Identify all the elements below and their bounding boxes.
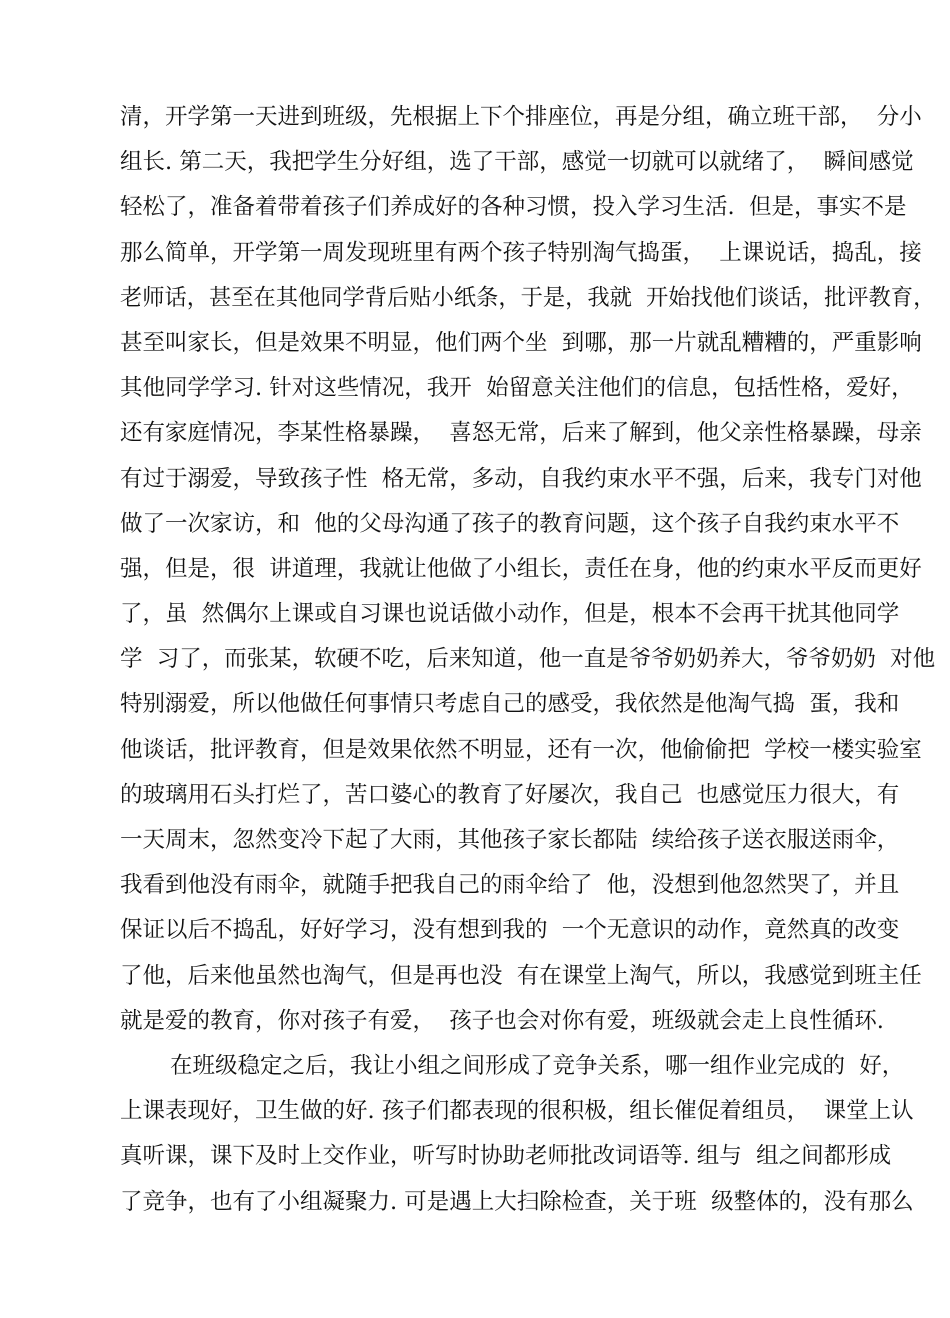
- text-line: 强，但是，很 讲道理，我就让他做了小组长，责任在身，他的约束水平反而更好: [120, 555, 922, 582]
- text-line: 特别溺爱，所以他做任何事情只考虑自己的感受，我依然是他淘气捣 蛋，我和: [120, 691, 900, 718]
- text-line: 一天周末，忽然变冷下起了大雨，其他孩子家长都陆 续给孩子送衣服送雨伞，: [120, 827, 900, 853]
- text-line: 就是爱的教育，你对孩子有爱， 孩子也会对你有爱，班级就会走上良性循环.: [120, 1007, 884, 1034]
- paragraph-first-line: 在班级稳定之后，我让小组之间形成了竞争关系，哪一组作业完成的 好，: [170, 1052, 905, 1079]
- text-line: 其他同学学习. 针对这些情况，我开 始留意关注他们的信息，包括性格，爱好，: [120, 375, 914, 402]
- text-line: 做了一次家访，和 他的父母沟通了孩子的教育问题，这个孩子自我约束水平不: [120, 510, 900, 537]
- text-line: 上课表现好，卫生做的好. 孩子们都表现的很积极，组长催促着组员， 课堂上认: [120, 1098, 914, 1125]
- text-line: 甚至叫家长，但是效果不明显，他们两个坐 到哪，那一片就乱糟糟的，严重影响: [120, 329, 922, 356]
- text-line: 老师话，甚至在其他同学背后贴小纸条，于是，我就 开始找他们谈话，批评教育，: [120, 284, 936, 311]
- text-line: 清，开学第一天进到班级，先根据上下个排座位，再是分组，确立班干部， 分小: [120, 104, 922, 130]
- text-line: 组长. 第二天，我把学生分好组，选了干部，感觉一切就可以就绪了， 瞬间感觉: [120, 149, 914, 176]
- text-line: 了，虽 然偶尔上课或自习课也说话做小动作，但是，根本不会再干扰其他同学: [120, 601, 900, 628]
- text-line: 还有家庭情况，李某性格暴躁， 喜怒无常，后来了解到，他父亲性格暴躁，母亲: [120, 420, 922, 447]
- text-line: 了他，后来他虽然也淘气，但是再也没 有在课堂上淘气，所以，我感觉到班主任: [120, 962, 922, 989]
- text-line: 保证以后不捣乱，好好学习，没有想到我的 一个无意识的动作，竟然真的改变: [120, 917, 900, 944]
- text-line: 了竞争，也有了小组凝聚力. 可是遇上大扫除检查，关于班 级整体的，没有那么: [120, 1188, 914, 1215]
- text-line: 的玻璃用石头打烂了，苦口婆心的教育了好屡次，我自己 也感觉压力很大，有: [120, 781, 900, 808]
- text-line: 真听课，课下及时上交作业，听写时协助老师批改词语等. 组与 组之间都形成: [120, 1143, 892, 1170]
- text-line: 有过于溺爱，导致孩子性 格无常，多动，自我约束水平不强，后来，我专门对他: [120, 465, 922, 492]
- text-line: 那么简单，开学第一周发现班里有两个孩子特别淘气捣蛋， 上课说话，捣乱，接: [120, 239, 922, 266]
- text-line: 轻松了，准备着带着孩子们养成好的各种习惯，投入学习生活. 但是，事实不是: [120, 194, 907, 221]
- text-line: 他谈话，批评教育，但是效果依然不明显，还有一次，他偷偷把 学校一楼实验室: [120, 736, 922, 763]
- text-line: 学 习了，而张某，软硬不吃，后来知道，他一直是爷爷奶奶养大，爷爷奶奶 对他: [120, 646, 936, 673]
- body-text: [120, 95, 935, 1225]
- text-line: 我看到他没有雨伞，就随手把我自己的雨伞给了 他，没想到他忽然哭了，并且: [120, 872, 900, 899]
